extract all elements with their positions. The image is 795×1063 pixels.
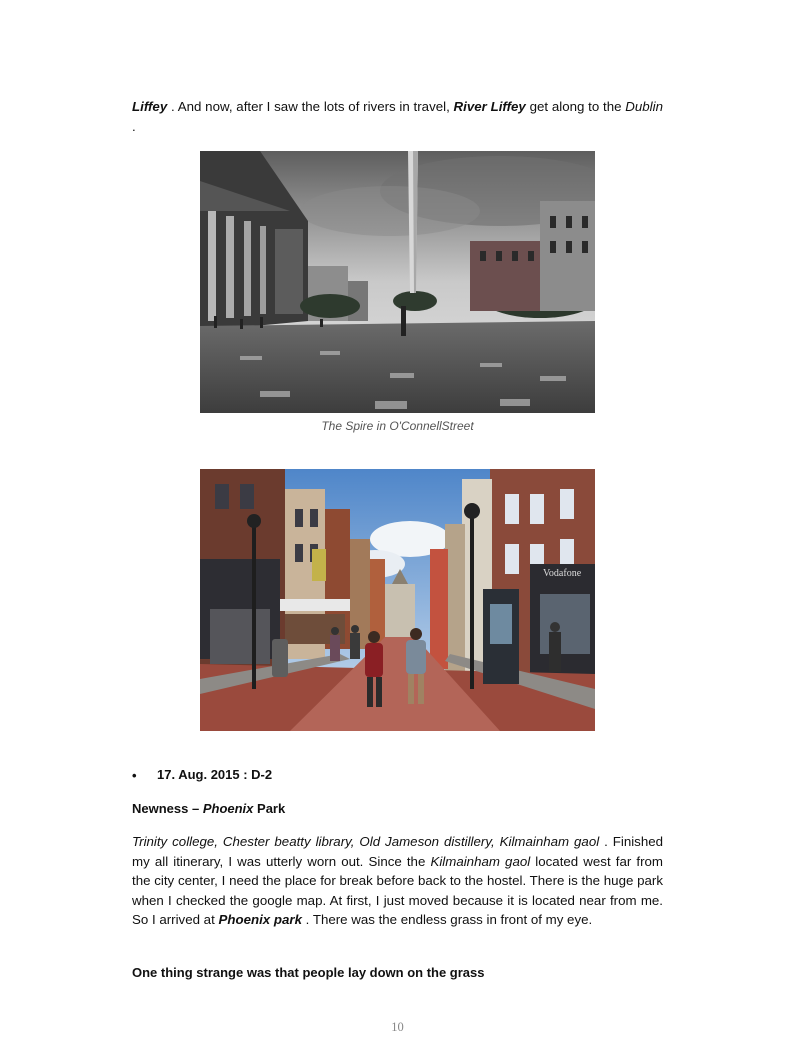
spire-caption: The Spire in O'ConnellStreet [321,419,474,433]
places-list: Trinity college, Chester beatty library, Old Jameson distillery, Kilmainham gaol [132,834,600,849]
shop-sign-text: Vodafone [543,568,582,579]
date-bullet-text: 17. Aug. 2015 : D-2 [157,767,273,782]
body-text-4: located west far from the city center, I need the place for break before back to the hostel. There is the huge park when I checked the google map. At first, I just moved because it is located near from me. So I arrived at [132,853,663,928]
river-liffey-word: River Liffey [453,99,526,114]
section-heading-italic: Phoenix [202,801,254,816]
liffey-word: Liffey [132,99,168,114]
intro-text-3: . [132,118,136,134]
section-heading-prefix: Newness – [132,801,203,816]
section-heading-suffix: Park [253,801,286,816]
intro-paragraph [132,97,663,136]
body-text-6: . There was the endless grass in front of my eye. [301,912,593,928]
closing-heading: One thing strange was that people lay down on the grass [132,965,485,980]
intro-text-1: . And now, after I saw the lots of rivers in travel, [167,99,454,114]
body-paragraph [132,832,663,930]
intro-text-2: get along to the [525,99,626,114]
spire-photo [200,151,595,413]
page-number: 10 [391,1020,404,1034]
bullet-icon: • [132,768,137,783]
street-photo [200,469,595,731]
dublin-word: Dublin [625,99,663,114]
phoenix-park-word: Phoenix park [218,912,302,928]
kilmainham-word: Kilmainham gaol [430,853,531,869]
body-text-2: . Finished my all itinerary, I was utterly worn out. Since the [132,834,664,869]
section-heading [132,801,285,816]
